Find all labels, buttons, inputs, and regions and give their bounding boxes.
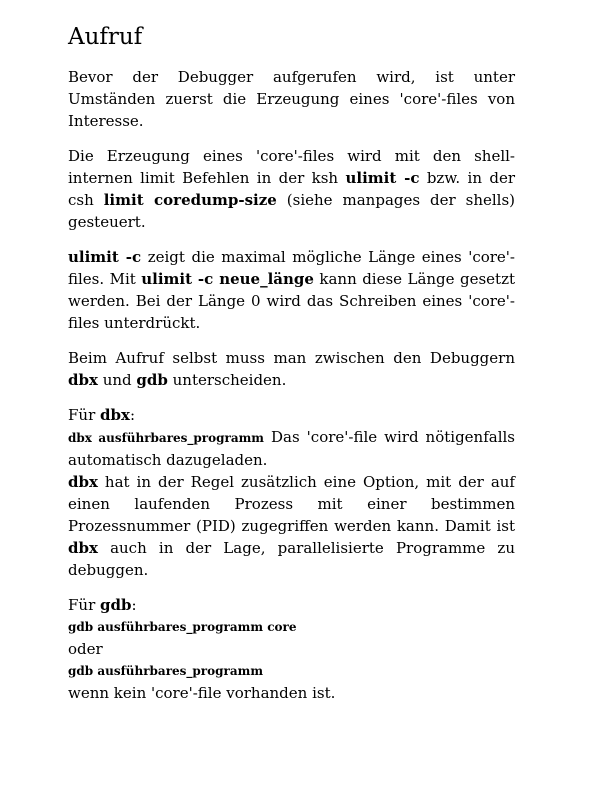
dbx-heading-post: : (129, 406, 135, 424)
dbx-note-text-2: auch in der Lage, parallelisierte Programme zu debuggen. (68, 539, 515, 579)
dbx-heading-pre: Für (68, 406, 101, 424)
dbx-usage-desc: Das 'core'-file wird nötigenfalls automatisch dazugeladen. (68, 428, 515, 469)
gdb-heading-pre: Für (68, 596, 101, 614)
ulimit-text-1: zeigt die maximal mögliche Länge eines 'core'-files. Mit (68, 248, 515, 288)
gdb-heading-post: : (131, 596, 137, 614)
gdb-or: oder (68, 640, 103, 658)
dbx-note-cmd: dbx (68, 473, 98, 491)
paragraph-debuggers (68, 347, 515, 391)
dbx-usage: dbx ausführbares_programm (68, 431, 265, 445)
core-gen-text-1: Die Erzeugung eines 'core'-files wird mit den shell-internen limit Befehlen in der ksh (68, 147, 515, 187)
paragraph-ulimit (68, 246, 515, 334)
core-gen-text-2: bzw. in der csh (68, 169, 515, 209)
debuggers-text-2: und (97, 371, 137, 389)
paragraph-core-generation (68, 145, 515, 233)
gdb-usage-plain: gdb ausführbares_programm (68, 664, 264, 678)
gdb-note: wenn kein 'core'-file vorhanden ist. (68, 684, 336, 702)
document-page (68, 22, 515, 717)
dbx-heading-cmd: dbx (100, 406, 130, 424)
dbx-note-text-1: hat in der Regel zusätzlich eine Option, mit der auf einen laufenden Prozess mit einer bestimmen Prozessnummer (PID) zugegriffen werden kann. Damit ist (68, 473, 515, 535)
section-dbx (68, 404, 515, 581)
ulimit-text-2: kann diese Länge gesetzt werden. Bei der Länge 0 wird das Schreiben eines 'core'-files unterdrückt. (68, 270, 515, 332)
intro-text: Bevor der Debugger aufgerufen wird, ist unter Umständen zuerst die Erzeugung eines 'core'-files von Interesse. (68, 68, 515, 130)
dbx-heading (68, 404, 515, 426)
ulimit-set-command: ulimit -c neue_länge (141, 270, 314, 288)
ksh-command: ulimit -c (345, 169, 420, 187)
debuggers-text-1: Beim Aufruf selbst muss man zwischen den Debuggern (68, 349, 515, 367)
dbx-name: dbx (68, 371, 98, 389)
gdb-name: gdb (136, 371, 168, 389)
page-title: Aufruf (68, 24, 143, 50)
gdb-heading (68, 594, 515, 616)
paragraph-intro (68, 66, 515, 132)
debuggers-text-3: unterscheiden. (167, 371, 287, 389)
ulimit-command: ulimit -c (68, 248, 142, 266)
section-gdb (68, 594, 515, 704)
csh-command: limit coredump-size (103, 191, 277, 209)
core-gen-text-3: (siehe manpages der shells) gesteuert. (68, 191, 516, 231)
dbx-note-line (68, 471, 515, 581)
gdb-usage-core: gdb ausführbares_programm core (68, 620, 297, 634)
gdb-heading-cmd: gdb (100, 596, 132, 614)
dbx-usage-line (68, 426, 515, 471)
dbx-note-cmd-2: dbx (68, 539, 98, 557)
